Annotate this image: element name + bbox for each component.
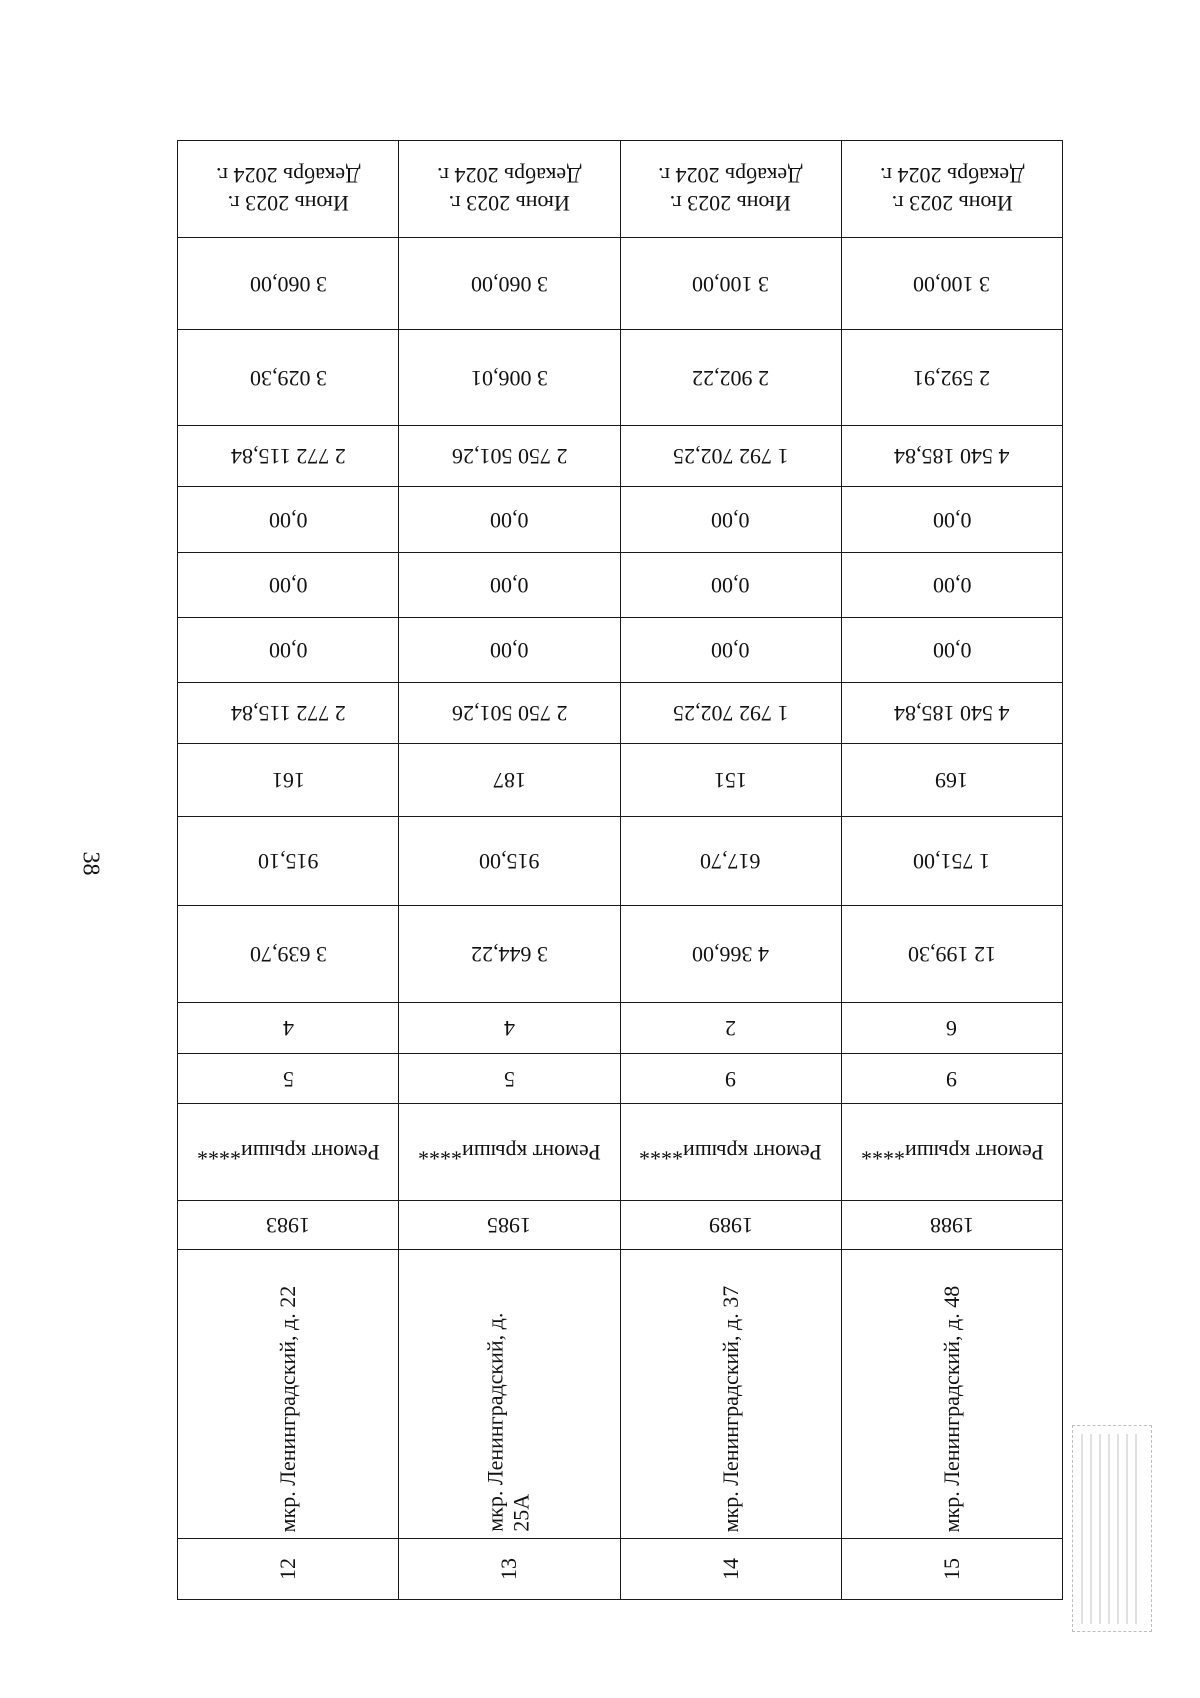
cell-residents: 169 bbox=[841, 744, 1062, 817]
row-roof-area bbox=[178, 817, 1063, 906]
cell-roof-area: 915,10 bbox=[178, 817, 399, 906]
cell-cost-total: 2 750 501,26 bbox=[399, 683, 620, 744]
cell-period: Июнь 2023 г. Декабрь 2024 г. bbox=[399, 141, 620, 238]
cell-period: Июнь 2023 г. Декабрь 2024 г. bbox=[178, 141, 399, 238]
cell-fund-c: 0,00 bbox=[178, 487, 399, 553]
cell-fund-b: 0,00 bbox=[841, 553, 1062, 618]
cell-fund-b: 0,00 bbox=[620, 553, 841, 618]
cell-address: мкр. Ленинградский, д. 37 bbox=[620, 1249, 841, 1538]
cell-period: Июнь 2023 г. Декабрь 2024 г. bbox=[620, 141, 841, 238]
cell-fund-c: 0,00 bbox=[620, 487, 841, 553]
cell-entrances: 4 bbox=[399, 1002, 620, 1053]
cell-number: 12 bbox=[178, 1538, 399, 1599]
cell-residents: 187 bbox=[399, 744, 620, 817]
cell-work-type: Ремонт крыши**** bbox=[399, 1104, 620, 1200]
cell-floors: 9 bbox=[620, 1053, 841, 1104]
cell-floors: 5 bbox=[178, 1053, 399, 1104]
row-residents bbox=[178, 744, 1063, 817]
cell-residents: 161 bbox=[178, 744, 399, 817]
cell-area: 3 644,22 bbox=[399, 906, 620, 1002]
row-number bbox=[178, 1538, 1063, 1599]
page-number: 38 bbox=[77, 851, 104, 876]
cell-address: мкр. Ленинградский, д. 48 bbox=[841, 1249, 1062, 1538]
cell-period: Июнь 2023 г. Декабрь 2024 г. bbox=[841, 141, 1062, 238]
cell-limit-cost: 3 060,00 bbox=[399, 238, 620, 329]
certification-stamp bbox=[1072, 1425, 1152, 1632]
cell-entrances: 6 bbox=[841, 1002, 1062, 1053]
row-year bbox=[178, 1200, 1063, 1249]
cell-fund-a: 0,00 bbox=[399, 618, 620, 683]
cell-fund-b: 0,00 bbox=[178, 553, 399, 618]
cell-fund-c: 0,00 bbox=[399, 487, 620, 553]
cell-unit-cost: 2 902,22 bbox=[620, 329, 841, 425]
cell-area: 3 639,70 bbox=[178, 906, 399, 1002]
cell-fund-a: 0,00 bbox=[620, 618, 841, 683]
cell-residents: 151 bbox=[620, 744, 841, 817]
repair-schedule-table bbox=[177, 140, 1063, 1600]
cell-cost-owners: 2 750 501,26 bbox=[399, 426, 620, 487]
row-address bbox=[178, 1249, 1063, 1538]
cell-unit-cost: 2 592,91 bbox=[841, 329, 1062, 425]
cell-year: 1989 bbox=[620, 1200, 841, 1249]
cell-entrances: 2 bbox=[620, 1002, 841, 1053]
row-fund-b bbox=[178, 553, 1063, 618]
cell-cost-total: 4 540 185,84 bbox=[841, 683, 1062, 744]
row-cost-total bbox=[178, 683, 1063, 744]
cell-cost-total: 2 772 115,84 bbox=[178, 683, 399, 744]
cell-year: 1988 bbox=[841, 1200, 1062, 1249]
row-floors bbox=[178, 1053, 1063, 1104]
stamp-text-lines bbox=[1081, 1434, 1141, 1624]
cell-cost-total: 1 792 702,25 bbox=[620, 683, 841, 744]
cell-cost-owners: 4 540 185,84 bbox=[841, 426, 1062, 487]
row-limit-cost bbox=[178, 238, 1063, 329]
cell-cost-owners: 2 772 115,84 bbox=[178, 426, 399, 487]
cell-limit-cost: 3 060,00 bbox=[178, 238, 399, 329]
cell-work-type: Ремонт крыши**** bbox=[620, 1104, 841, 1200]
row-fund-a bbox=[178, 618, 1063, 683]
cell-number: 15 bbox=[841, 1538, 1062, 1599]
cell-work-type: Ремонт крыши**** bbox=[841, 1104, 1062, 1200]
cell-unit-cost: 3 029,30 bbox=[178, 329, 399, 425]
cell-area: 4 366,00 bbox=[620, 906, 841, 1002]
cell-fund-a: 0,00 bbox=[841, 618, 1062, 683]
cell-roof-area: 617,70 bbox=[620, 817, 841, 906]
cell-year: 1985 bbox=[399, 1200, 620, 1249]
cell-work-type: Ремонт крыши**** bbox=[178, 1104, 399, 1200]
cell-floors: 5 bbox=[399, 1053, 620, 1104]
cell-roof-area: 1 751,00 bbox=[841, 817, 1062, 906]
cell-year: 1983 bbox=[178, 1200, 399, 1249]
cell-number: 14 bbox=[620, 1538, 841, 1599]
row-cost-owners bbox=[178, 426, 1063, 487]
row-unit-cost bbox=[178, 329, 1063, 425]
cell-limit-cost: 3 100,00 bbox=[841, 238, 1062, 329]
row-entrances bbox=[178, 1002, 1063, 1053]
row-work-type bbox=[178, 1104, 1063, 1200]
cell-entrances: 4 bbox=[178, 1002, 399, 1053]
cell-address: мкр. Ленинградский, д. 25А bbox=[399, 1249, 620, 1538]
row-period bbox=[178, 141, 1063, 238]
cell-limit-cost: 3 100,00 bbox=[620, 238, 841, 329]
cell-roof-area: 915,00 bbox=[399, 817, 620, 906]
cell-cost-owners: 1 792 702,25 bbox=[620, 426, 841, 487]
row-area bbox=[178, 906, 1063, 1002]
cell-fund-c: 0,00 bbox=[841, 487, 1062, 553]
cell-area: 12 199,30 bbox=[841, 906, 1062, 1002]
cell-floors: 9 bbox=[841, 1053, 1062, 1104]
cell-fund-b: 0,00 bbox=[399, 553, 620, 618]
cell-fund-a: 0,00 bbox=[178, 618, 399, 683]
cell-unit-cost: 3 006,01 bbox=[399, 329, 620, 425]
cell-address: мкр. Ленинградский, д. 22 bbox=[178, 1249, 399, 1538]
cell-number: 13 bbox=[399, 1538, 620, 1599]
row-fund-c bbox=[178, 487, 1063, 553]
